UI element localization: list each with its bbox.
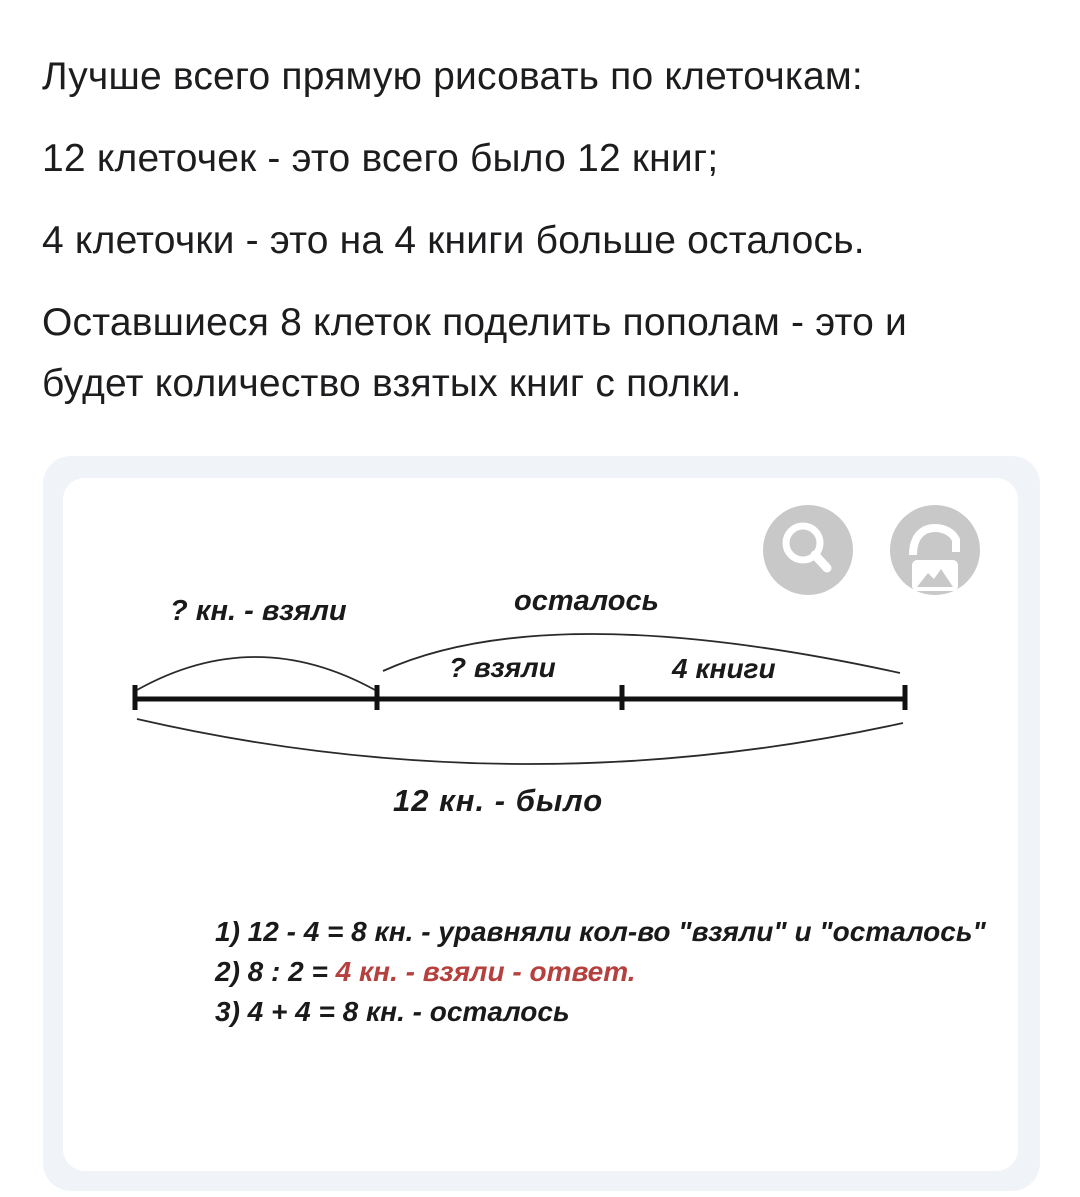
label-taken-segment: ? взяли — [449, 652, 556, 683]
arc-total — [137, 719, 903, 764]
arc-taken — [137, 657, 375, 690]
intro-paragraph-2: 12 клеточек - это всего было 12 книг; — [42, 137, 719, 180]
intro-paragraph-3: 4 клеточки - это на 4 книги больше осталось. — [42, 219, 865, 262]
label-remaining: осталось — [514, 585, 659, 617]
solution-step-2-expression: 2) 8 : 2 = — [215, 956, 336, 987]
magnifier-icon — [763, 505, 853, 595]
solution-step-3: 3) 4 + 4 = 8 кн. - осталось — [215, 996, 570, 1027]
solution-step-2 — [215, 956, 636, 988]
intro-paragraph-4: Оставшиеся 8 клеток поделить пополам - это и будет количество взятых книг с полки. — [42, 301, 907, 405]
label-total-was: 12 кн. - было — [393, 783, 604, 818]
label-taken-question: ? кн. - взяли — [170, 595, 347, 627]
image-viewer[interactable] — [63, 478, 1018, 1171]
image-card — [43, 456, 1040, 1191]
rotate-image-icon — [890, 505, 980, 595]
segment-diagram — [63, 478, 1018, 1171]
rotate-image-button[interactable] — [890, 505, 980, 595]
intro-paragraph-1: Лучше всего прямую рисовать по клеточкам: — [42, 55, 863, 98]
solution-step-1: 1) 12 - 4 = 8 кн. - уравняли кол-во "взяли" и "осталось" — [215, 916, 986, 947]
solution-step-2-answer: 4 кн. - взяли - ответ. — [335, 956, 636, 987]
label-four-books: 4 книги — [672, 653, 776, 684]
zoom-button[interactable] — [763, 505, 853, 595]
